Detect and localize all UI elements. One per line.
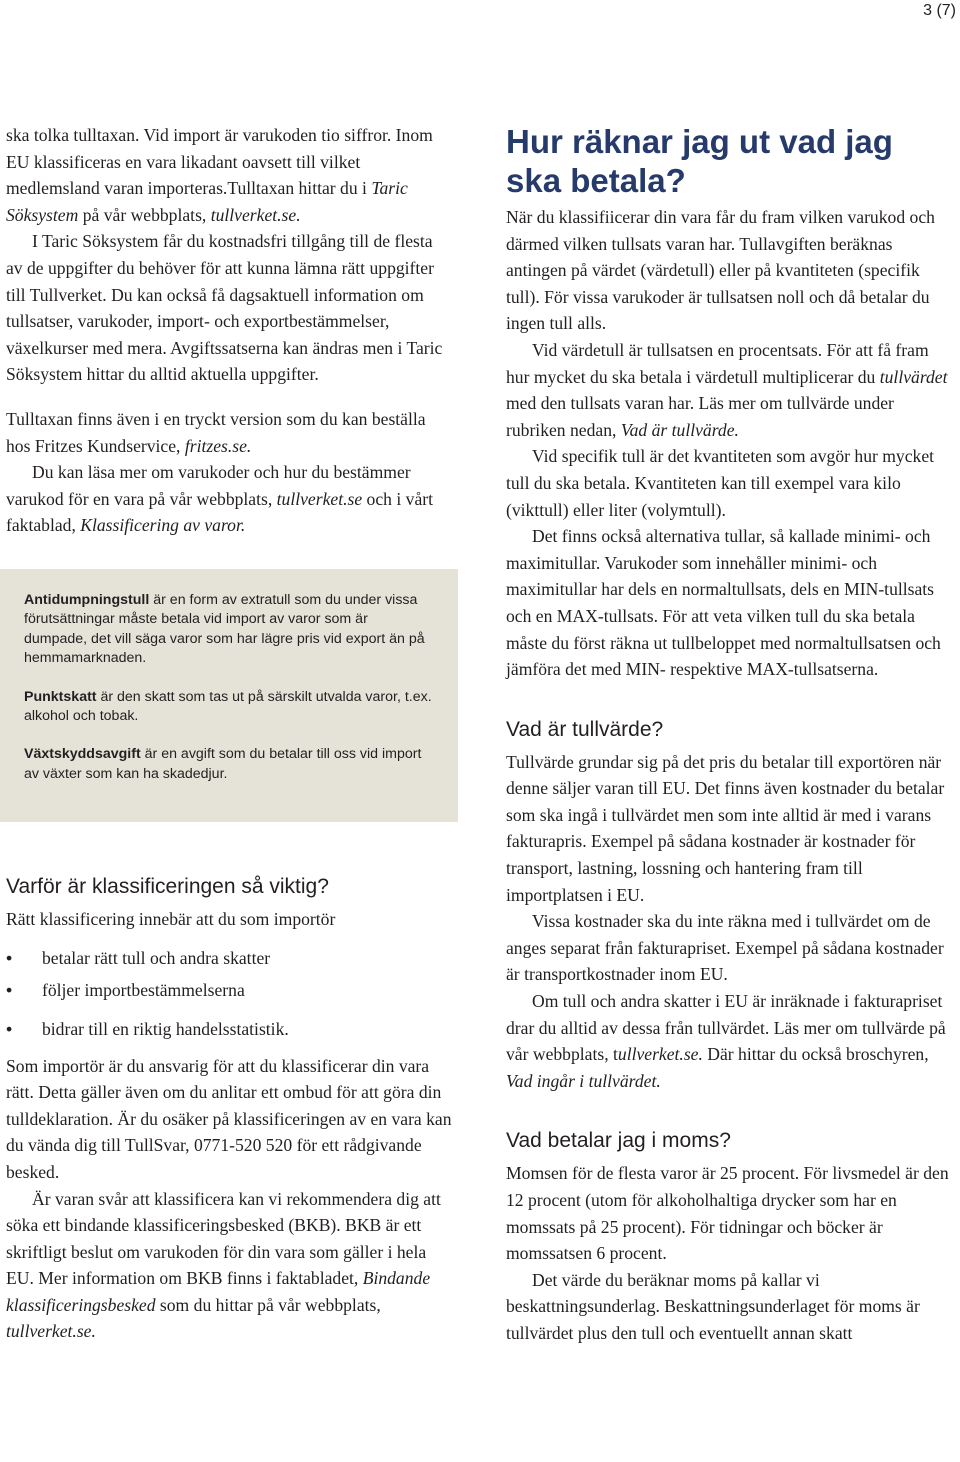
list-item: • bidrar till en riktig handelsstatistik. (6, 1016, 452, 1043)
paragraph-deduct-taxes: Om tull och andra skatter i EU är inräknade i fakturapriset drar du alltid av dessa från tullvärdet. Läs mer om tullvärde på vår webbplats, tullverket.se. Där hittar du också broschyren, Vad ingår i tullvärdet. (506, 991, 946, 1091)
paragraph-alternative-duties: Det finns också alternativa tullar, så kallade minimi- och maximitullar. Varukoder som innehåller minimi- och maximitullar har dels en normaltullsats, dels en MIN-tullsats och en MAX-tullsats. För att veta vilken tull du ska betala måste du först räkna ut tullbeloppet med normaltullsatsen och jämföra det med MIN- respektive MAX-tullsatserna. (506, 526, 941, 680)
link-tullverket-se-3[interactable]: tullverket.se. (6, 1321, 96, 1342)
paragraph-customs-value-basis: Tullvärde grundar sig på det pris du betalar till exportören när denne säljer varan till EU. Det finns även kostnader du betalar som ska ingå i tullvärdet men som inte alltid är med i varans fakturapris. Exempel på sådana kostnader är kostnader för transport, lastning, lossning och hantering fram till importplatsen i EU. (506, 751, 945, 905)
link-bindande-klassificeringsbesked[interactable]: Bindande klassificeringsbesked (6, 1268, 431, 1315)
paragraph-tax-basis: Det värde du beräknar moms på kallar vi beskattningsunderlag. Beskattningsunderlaget för moms är tullvärdet plus den tull och eventuellt annan skatt (506, 1269, 920, 1343)
heading-how-calculate: Hur räknar jag ut vad jag ska betala? (506, 123, 893, 199)
paragraph-correct-classification: Rätt klassificering innebär att du som importör (6, 909, 336, 930)
link-taric-soksystem[interactable]: Taric Söksystem (6, 178, 408, 225)
paragraph-importer-responsibility: Som importör är du ansvarig för att du klassificerar din vara rätt. Detta gäller även om du anlitar ett ombud för att göra din tulldeklaration. Är du osäker på klassificeringen av en vara kan du vända dig till TullSvar, 0771-520 520 för ett rådgivande besked. (6, 1055, 452, 1182)
link-fritzes-se[interactable]: fritzes.se. (184, 435, 252, 456)
list-item: • betalar rätt tull och andra skatter (6, 945, 452, 972)
link-klassificering-av-varor[interactable]: Klassificering av varor. (80, 515, 246, 536)
left-column (6, 122, 452, 1345)
link-tullverket-se[interactable]: tullverket.se. (210, 204, 301, 225)
paragraph-classify-code: När du klassifiicerar din vara får du fram vilken varukod och därmed vilken tullsats varan har. Tullavgiften beräknas antingen på värdet (värdetull) eller på kvantiteten (specifik tull). För vissa varukoder är tullsatsen noll och då betalar du ingen tull alls. (506, 207, 935, 334)
paragraph-taric-intro: ska tolka tulltaxan. Vid import är varukoden tio siffror. Inom EU klassificeras en vara likadant oavsett till vilket medlemsland varan importeras.Tulltaxan hittar du i Taric Söksystem på vår webbplats, tullverket.se. (6, 125, 433, 225)
paragraph-excluded-costs: Vissa kostnader ska du inte räkna med i tullvärdet om de anges separat från fakturapriset. Exempel på sådana kostnader är transportkostnader inom EU. (506, 911, 944, 985)
definition-antidumpningstull: Antidumpningstull är en form av extratull som du under vissa förutsättningar måste betala vid import av varor som är dumpade, det vill säga varor som har lägre pris vid export än på hemmamarknaden. (24, 591, 425, 667)
paragraph-vat-rates: Momsen för de flesta varor är 25 procent. För livsmedel är den 12 procent (utom för alkoholhaltiga drycker som har en momssats på 25 procent). För tidningar och böcker är momssatsen 6 procent. (506, 1163, 949, 1264)
link-tullverket-se-4[interactable]: ullverket.se. (617, 1044, 703, 1065)
list-item: • följer importbestämmelserna (6, 977, 452, 1004)
link-vad-ingar-i-tullvardet[interactable]: Vad ingår i tullvärdet. (506, 1070, 661, 1091)
link-vad-ar-tullvarde[interactable]: Vad är tullvärde. (620, 419, 739, 440)
paragraph-specific-duty: Vid specifik tull är det kvantiteten som avgör hur mycket tull du ska betala. Kvantiteten kan till exempel vara kilo (vikttull) eller liter (volymtull). (506, 446, 935, 520)
bullet-list (6, 945, 452, 1043)
paragraph-read-more-codes: Du kan läsa mer om varukoder och hur du bestämmer varukod för en vara på vår webbplats, tullverket.se och i vårt faktablad, Klassificering av varor. (6, 462, 433, 536)
paragraph-printed-version: Tulltaxan finns även i en tryckt version som du kan beställa hos Fritzes Kundservice, fritzes.se. (6, 408, 426, 456)
paragraph-bkb: Är varan svår att klassificera kan vi rekommendera dig att söka ett bindande klassificeringsbesked (BKB). BKB är ett skriftligt beslut om varukoden för din vara som gäller i hela EU. Mer information om BKB finns i faktabladet, Bindande klassificeringsbesked som du hittar på vår webbplats, tullverket.se. (6, 1188, 441, 1342)
paragraph-value-duty: Vid värdetull är tullsatsen en procentsats. För att få fram hur mycket du ska betala i värdetull multiplicerar du tullvärdet med den tullsats varan har. Läs mer om tullvärde under rubriken nedan, Vad är tullvärde. (506, 339, 948, 440)
definitions-box (0, 569, 458, 822)
link-tullverket-se-2[interactable]: tullverket.se (276, 488, 363, 509)
page-number: 3 (7) (923, 2, 956, 19)
emphasis-tullvardet: tullvärdet (879, 366, 948, 387)
definition-punktskatt: Punktskatt är den skatt som tas ut på särskilt utvalda varor, t.ex. alkohol och tobak. (24, 688, 432, 724)
definition-vaxtskyddsavgift: Växtskyddsavgift är en avgift som du betalar till oss vid import av växter som kan ha skadedjur. (24, 746, 422, 782)
heading-classification-importance: Varför är klassificeringen så viktig? (6, 875, 329, 899)
right-column (506, 122, 956, 1347)
paragraph-taric-access: I Taric Söksystem får du kostnadsfri tillgång till de flesta av de uppgifter du behöver för att kunna lämna rätt uppgifter till Tullverket. Du kan också få dagsaktuell information om tullsatser, varukoder, import- och exportbestämmelser, växelkurser med mera. Avgiftssatserna kan ändras men i Taric Söksystem hittar du alltid aktuella uppgifter. (6, 231, 443, 385)
heading-vat: Vad betalar jag i moms? (506, 1129, 731, 1153)
heading-what-is-customs-value: Vad är tullvärde? (506, 717, 664, 741)
